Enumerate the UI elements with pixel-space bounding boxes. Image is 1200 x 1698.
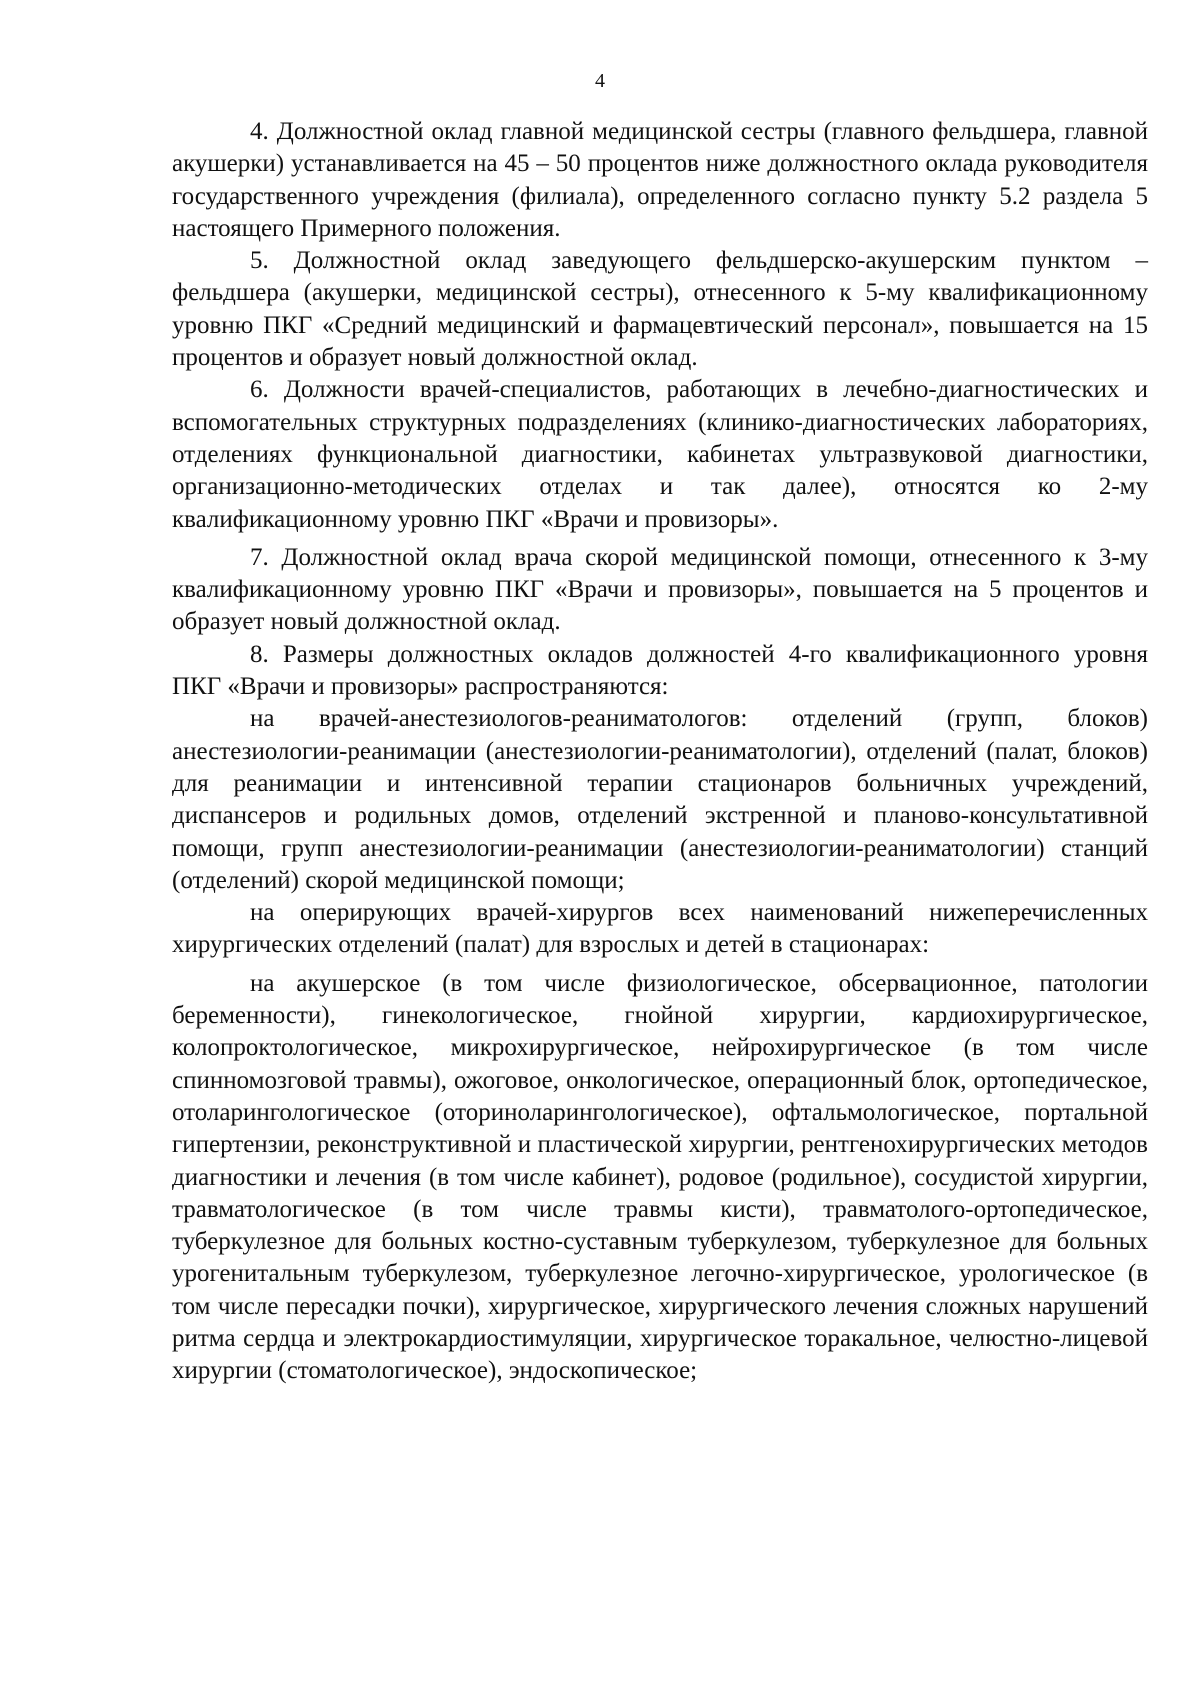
paragraph-7: 7. Должностной оклад врача скорой медицинской помощи, отнесенного к 3-му квалификационному уровню ПКГ «Врачи и провизоры», повышается на 5 процентов и образует новый должностной оклад.: [172, 543, 1148, 636]
paragraph-5: 5. Должностной оклад заведующего фельдшерско-акушерским пунктом – фельдшера (акушерки, медицинской сестры), отнесенного к 5-му квалификационному уровню ПКГ «Средний медицинский и фармацевтический персонал», повышается на 15 процентов и образует новый должностной оклад.: [172, 247, 1148, 372]
paragraph-6: 6. Должности врачей-специалистов, работающих в лечебно-диагностических и вспомогательных структурных подразделениях (клинико-диагностических лабораториях, отделениях функциональной диагностики, кабинетах ультразвуковой диагностики, организационно-методических отделах и так далее), относятся ко 2-му квалификационному уровню ПКГ «Врачи и провизоры».: [172, 376, 1148, 533]
paragraph-surgeons: на оперирующих врачей-хирургов всех наименований нижеперечисленных хирургических отделений (палат) для взрослых и детей в стационарах:: [172, 899, 1148, 959]
paragraph-8: 8. Размеры должностных окладов должностей 4-го квалификационного уровня ПКГ «Врачи и провизоры» распространяются:: [172, 640, 1148, 701]
page-number: 4: [595, 70, 605, 92]
document-body: [172, 116, 1148, 1388]
paragraph-surgical-departments: на акушерское (в том числе физиологическое, обсервационное, патологии беременности), гинекологическое, гнойной хирургии, кардиохирургическое, колопроктологическое, микрохирургическое, нейрохирургическое (в том числе спинномозговой травмы), ожоговое, онкологическое, операционный блок, ортопедическое, отоларингологическое (оториноларингологическое), офтальмологическое, портальной гипертензии, реконструктивной и пластической хирургии, рентгенохирургических методов диагностики и лечения (в том числе кабинет), родовое (родильное), сосудистой хирургии, травматологическое (в том числе травмы кисти), травматолого-ортопедическое, туберкулезное для больных костно-суставным туберкулезом, туберкулезное для больных урогенитальным туберкулезом, туберкулезное легочно-хирургическое, урологическое (в том числе пересадки почки), хирургическое, хирургического лечения сложных нарушений ритма сердца и электрокардиостимуляции, хирургическое торакальное, челюстно-лицевой хирургии (стоматологическое), эндоскопическое;: [172, 969, 1148, 1385]
paragraph-anesthesiologists: на врачей-анестезиологов-реаниматологов: отделений (групп, блоков) анестезиологии-реанимации (анестезиологии-реаниматологии), отделений (палат, блоков) для реанимации и интенсивной терапии стационаров больничных учреждений, диспансеров и родильных домов, отделений экстренной и планово-консультативной помощи, групп анестезиологии-реанимации (анестезиологии-реаниматологии) станций (отделений) скорой медицинской помощи;: [172, 705, 1148, 894]
paragraph-4: 4. Должностной оклад главной медицинской сестры (главного фельдшера, главной акушерки) устанавливается на 45 – 50 процентов ниже должностного оклада руководителя государственного учреждения (филиала), определенного согласно пункту 5.2 раздела 5 настоящего Примерного положения.: [172, 118, 1148, 242]
